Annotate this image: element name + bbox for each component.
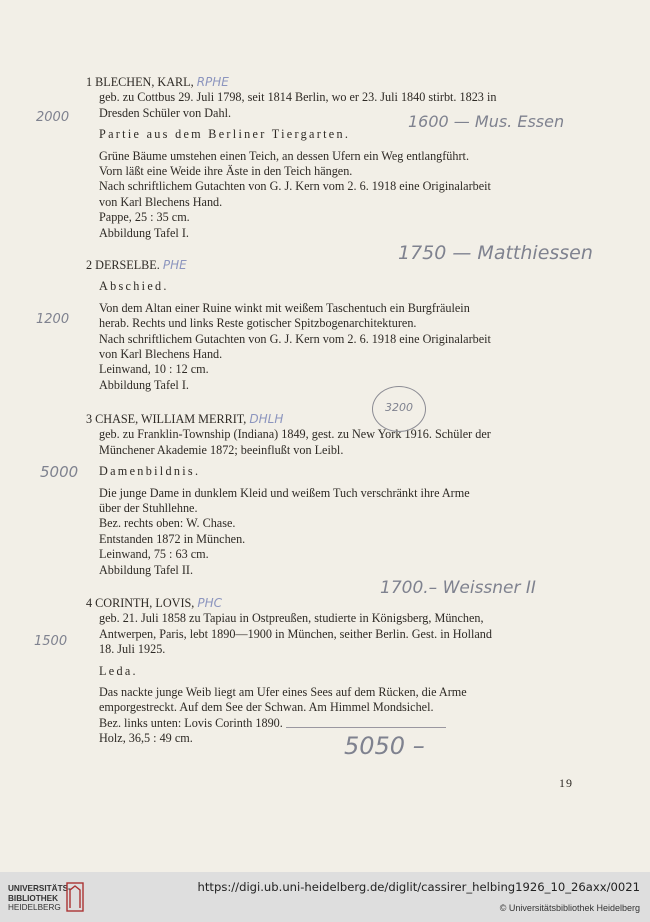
work-title: Leda. <box>99 663 138 678</box>
handwritten-note-right-1: 1600 — Mus. Essen <box>408 112 565 131</box>
desc-line: Die junge Dame in dunklem Kleid und weißem Tuch verschränkt ihre Arme <box>99 485 470 500</box>
desc-line: Abbildung Tafel I. <box>99 225 189 240</box>
handwritten-total: 5050 – <box>344 732 425 760</box>
desc-line: Abbildung Tafel I. <box>99 377 189 392</box>
bio-line: geb. zu Cottbus 29. Juli 1798, seit 1814 Berlin, wo er 23. Juli 1840 stirbt. 1823 in <box>99 90 497 105</box>
desc-line: Bez. rechts oben: W. Chase. <box>99 516 236 531</box>
desc-line: Grüne Bäume umstehen einen Teich, an dessen Ufern ein Weg entlangführt. <box>99 148 469 163</box>
entry-heading: 1 BLECHEN, KARL, RPHE <box>86 75 229 89</box>
desc-line: Pappe, 25 : 35 cm. <box>99 210 190 225</box>
handwritten-underline <box>286 727 446 728</box>
desc-line: Vorn läßt eine Weide ihre Äste in den Teich hängen. <box>99 164 353 179</box>
entry-3 <box>86 412 531 578</box>
permalink-url[interactable]: https://digi.ub.uni-heidelberg.de/diglit/cassirer_helbing1926_10_26axx/0021 <box>197 880 640 894</box>
handwritten-price-left-1: 2000 <box>36 110 70 125</box>
bio-line: geb. zu Franklin-Township (Indiana) 1849, gest. zu New York 1916. Schüler der <box>99 427 491 442</box>
desc-line: von Karl Blechens Hand. <box>99 194 223 209</box>
handwritten-note-right-2: 1750 — Matthiessen <box>398 242 593 264</box>
copyright-notice: © Universitätsbibliothek Heidelberg <box>499 903 640 913</box>
handwritten-price-left-2: 1200 <box>36 312 70 327</box>
entry-heading: 3 CHASE, WILLIAM MERRIT, DHLH <box>86 412 284 426</box>
desc-line: Leinwand, 10 : 12 cm. <box>99 362 209 377</box>
bio-line: geb. 21. Juli 1858 zu Tapiau in Ostpreußen, studierte in Königsberg, München, <box>99 611 484 626</box>
desc-line: Holz, 36,5 : 49 cm. <box>99 731 193 746</box>
entry-2 <box>86 258 531 393</box>
library-logo-text: UNIVERSITÄTS- BIBLIOTHEK HEIDELBERG <box>8 884 71 912</box>
desc-line: über der Stuhllehne. <box>99 501 198 516</box>
work-title: Abschied. <box>99 279 169 294</box>
handwritten-note-right-4: 1700.– Weissner II <box>380 578 536 598</box>
desc-line: Nach schriftlichem Gutachten von G. J. Kern vom 2. 6. 1918 eine Originalarbeit <box>99 179 491 194</box>
handwritten-code: RPHE <box>196 75 229 89</box>
entry-heading: 2 DERSELBE. PHE <box>86 258 187 272</box>
bio-line: 18. Juli 1925. <box>99 642 166 657</box>
entry-4 <box>86 596 531 747</box>
desc-line: Bez. links unten: Lovis Corinth 1890. <box>99 715 283 730</box>
work-title: Partie aus dem Berliner Tiergarten. <box>99 127 351 142</box>
desc-line: von Karl Blechens Hand. <box>99 347 223 362</box>
page-number: 19 <box>559 776 573 790</box>
desc-line: herab. Rechts und links Reste gotischer Spitzbogenarchitekturen. <box>99 316 417 331</box>
handwritten-price-left-4: 1500 <box>34 634 68 649</box>
desc-line: Von dem Altan einer Ruine winkt mit weißem Taschentuch ein Burgfräulein <box>99 300 470 315</box>
bio-line: Antwerpen, Paris, lebt 1890—1900 in München, seither Berlin. Gest. in Holland <box>99 626 492 641</box>
entry-heading: 4 CORINTH, LOVIS, PHC <box>86 596 223 610</box>
entry-1 <box>86 75 531 241</box>
desc-line: Entstanden 1872 in München. <box>99 531 246 546</box>
handwritten-code: PHE <box>162 258 187 272</box>
desc-line: Das nackte junge Weib liegt am Ufer eines Sees auf dem Rücken, die Arme <box>99 685 467 700</box>
handwritten-code: DHLH <box>249 412 284 426</box>
desc-line: Nach schriftlichem Gutachten von G. J. Kern vom 2. 6. 1918 eine Originalarbeit <box>99 331 491 346</box>
bio-line: Münchener Akademie 1872; beeinflußt von Leibl. <box>99 442 344 457</box>
work-title: Damenbildnis. <box>99 464 201 479</box>
desc-line: emporgestreckt. Auf dem See der Schwan. Am Himmel Mondsichel. <box>99 700 434 715</box>
handwritten-circled-price: 3200 <box>385 401 413 414</box>
library-logo-icon <box>66 882 84 912</box>
desc-line: Leinwand, 75 : 63 cm. <box>99 547 209 562</box>
handwritten-code: PHC <box>197 596 223 610</box>
handwritten-price-left-3: 5000 <box>40 463 79 481</box>
desc-line: Abbildung Tafel II. <box>99 562 194 577</box>
bio-line: Dresden Schüler von Dahl. <box>99 105 231 120</box>
